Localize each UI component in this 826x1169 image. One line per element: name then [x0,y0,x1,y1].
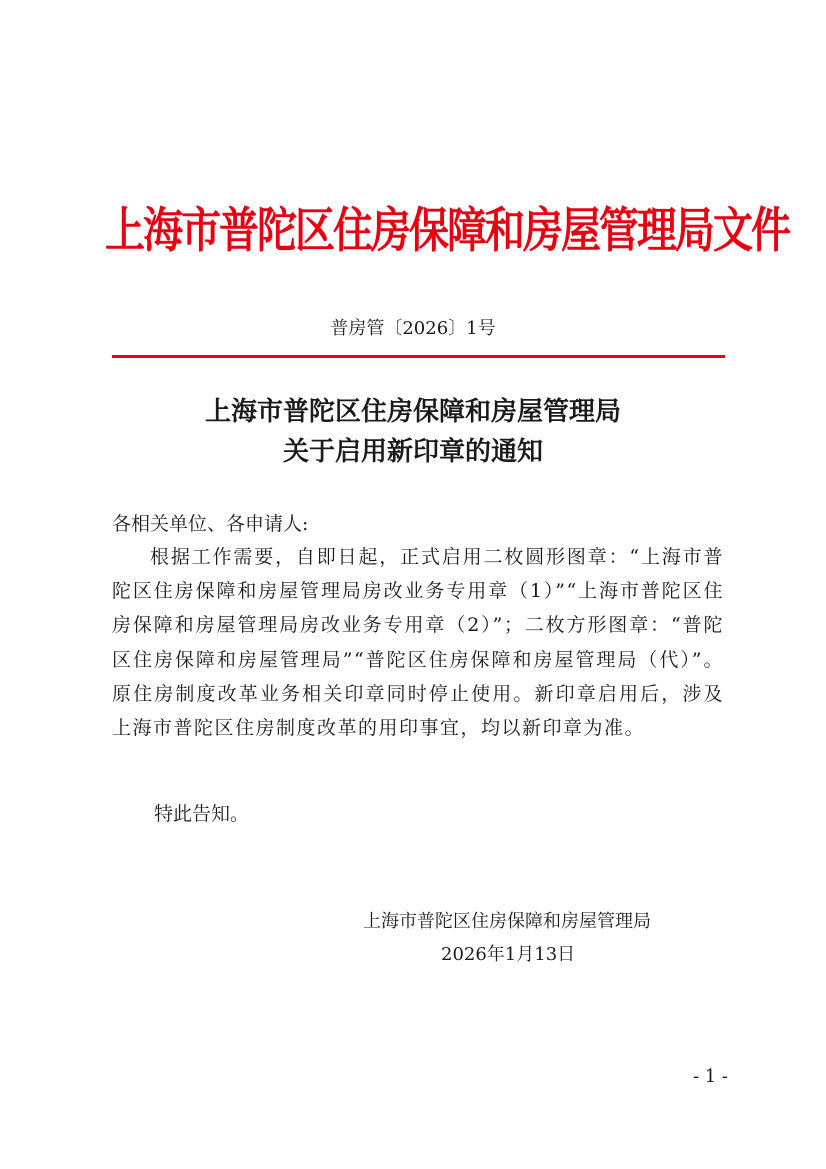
signature-date: 2026年1月13日 [441,944,576,965]
page-number: - 1 - [692,1066,728,1087]
header-red-divider [112,355,725,358]
closing-line: 特此告知。 [154,803,250,825]
notice-title-line-1: 上海市普陀区住房保障和房屋管理局 [204,397,621,427]
salutation: 各相关单位、各申请人: [112,513,309,535]
notice-title-line-2: 关于启用新印章的通知 [282,437,543,467]
signature-organization: 上海市普陀区住房保障和房屋管理局 [363,911,651,932]
body-paragraph: 根据工作需要，自即日起，正式启用二枚圆形图章：“上海市普陀区住房保障和房屋管理局房改业务专用章（1）”“上海市普陀区住房保障和房屋管理局房改业务专用章（2）”；二枚方形图章：“普陀区住房保障和房屋管理局”“普陀区住房保障和房屋管理局（代）”。原住房制度改革业务相关印章同时停止使用。新印章启用后，涉及上海市普陀区住房制度改革的用印事宜，均以新印章为准。 [112,546,724,740]
document-header-title: 上海市普陀区住房保障和房屋管理局文件 [105,203,789,259]
document-number: 普房管〔2026〕1号 [330,318,496,339]
